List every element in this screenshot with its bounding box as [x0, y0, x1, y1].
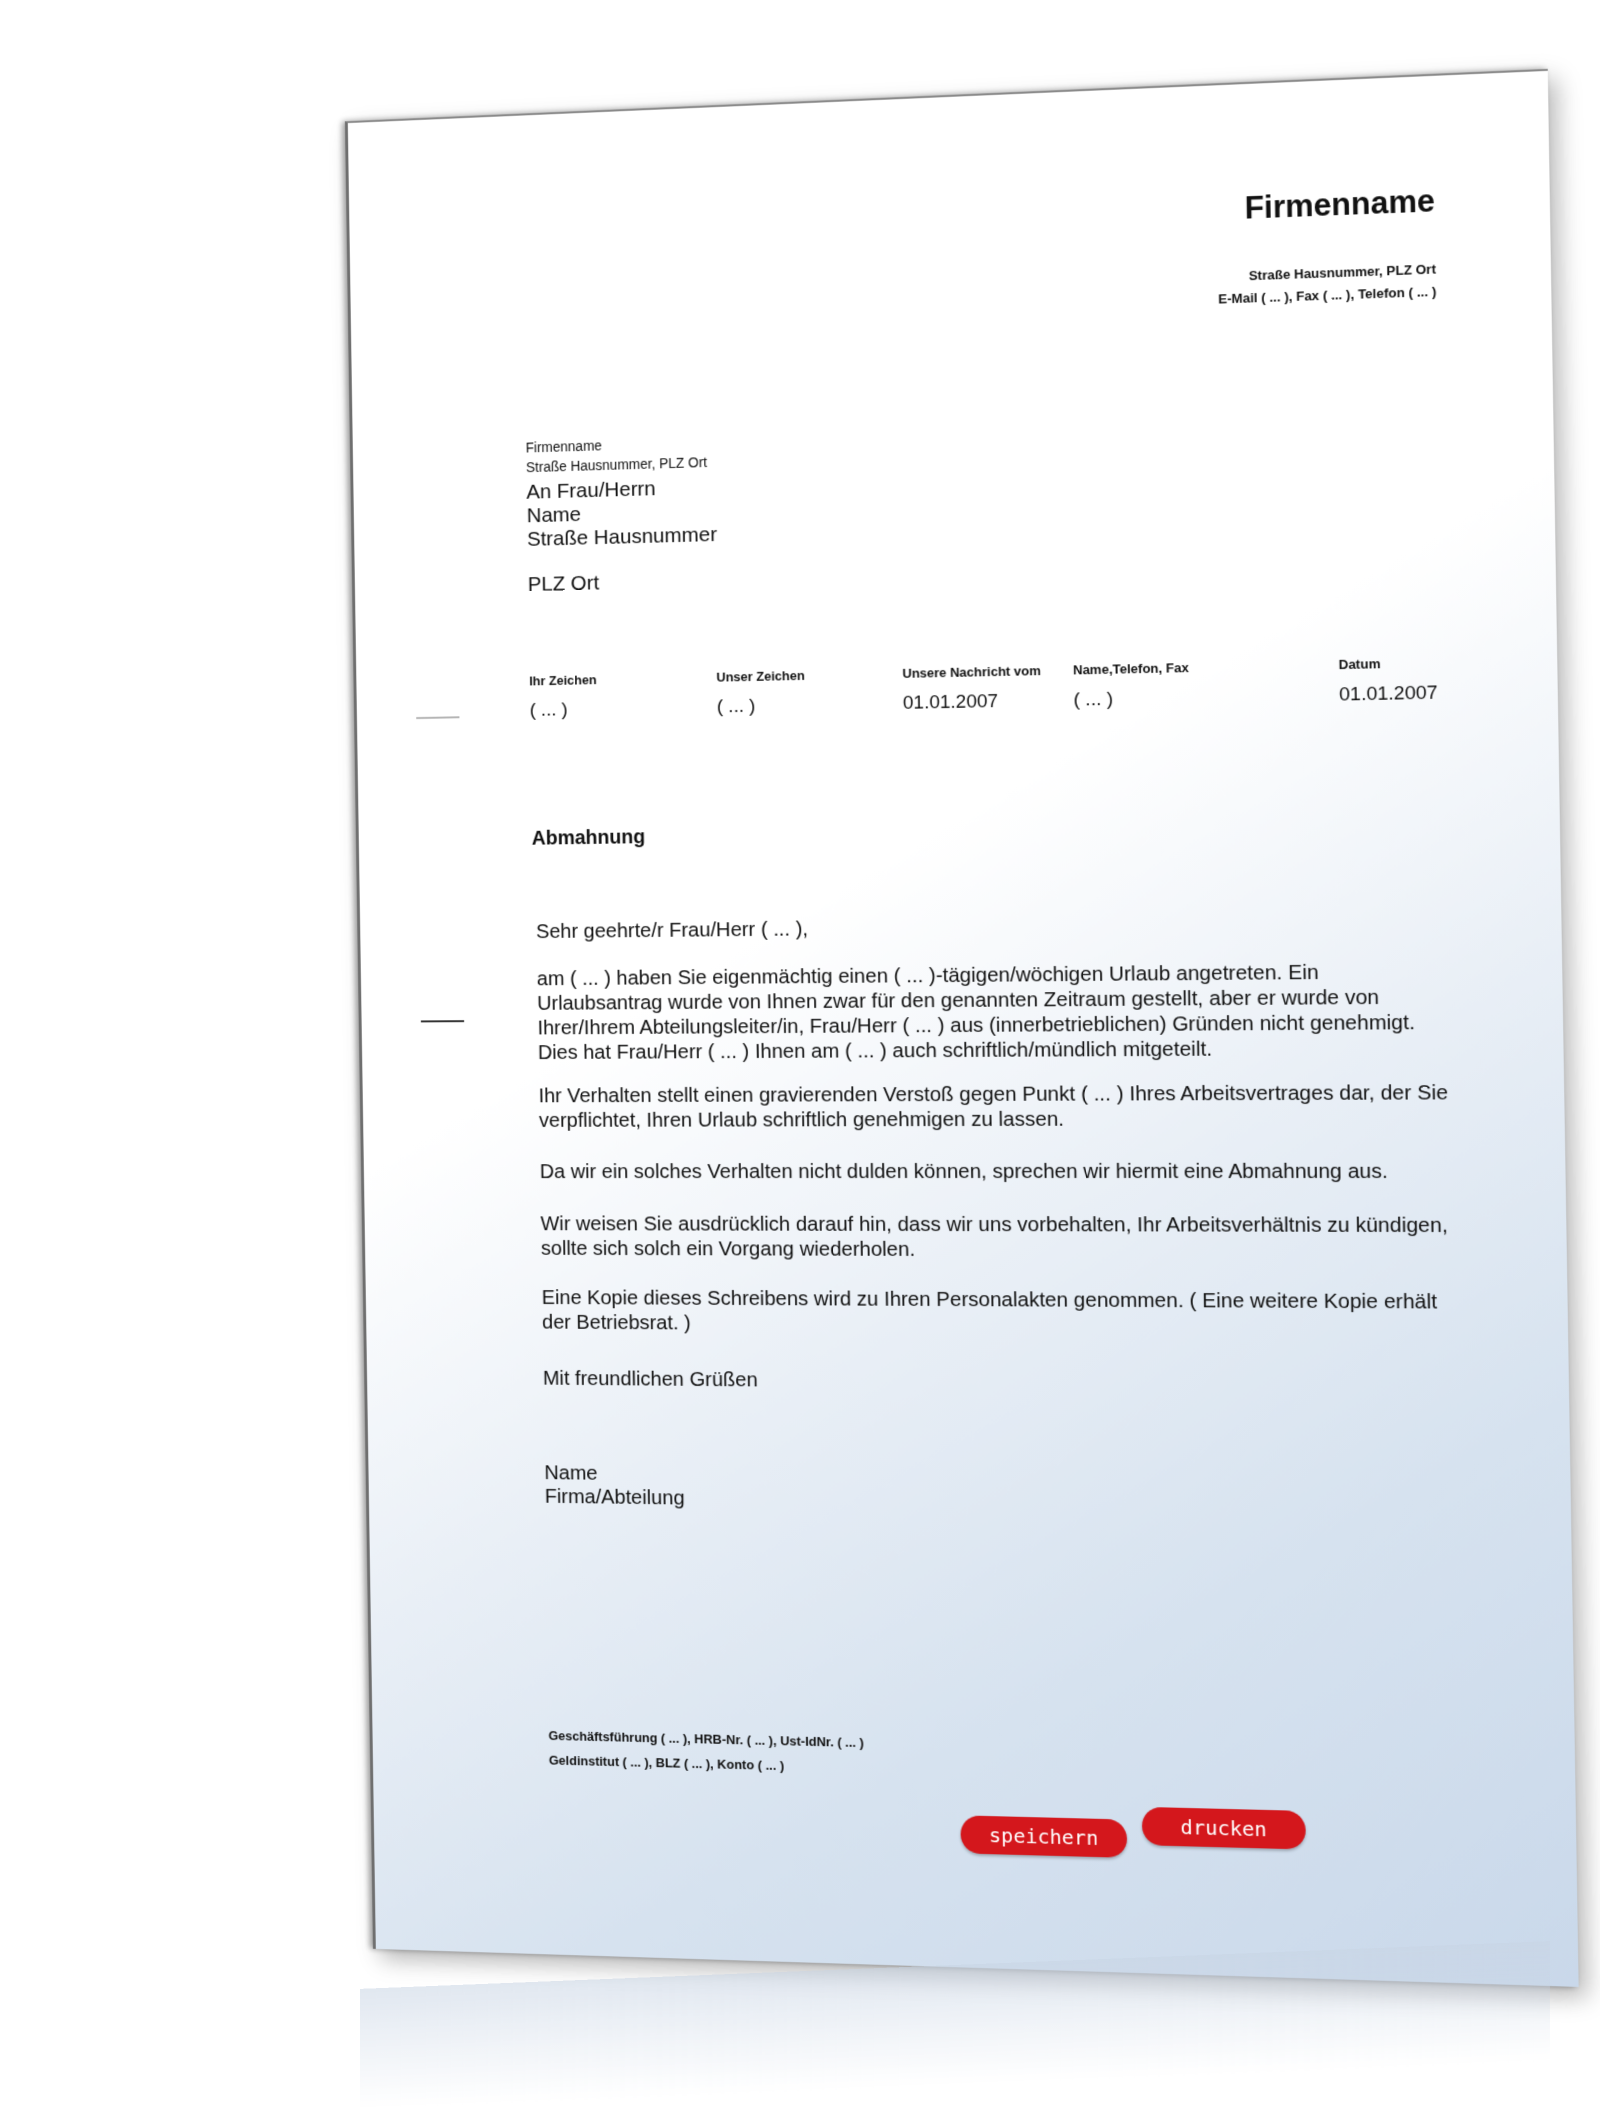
ref-value-kontakt: ( ... ) — [1073, 688, 1114, 711]
letter-paragraph: Ihr Verhalten stellt einen gravierenden Verstoß gegen Punkt ( ... ) Ihres Arbeitsvertrages dar, der Sie verpflichtet, Ihren Urlaub schriftlich genehmigen zu lassen. — [538, 1081, 1449, 1132]
recipient-salutation: An Frau/Herrn — [526, 477, 656, 504]
sender-address: Straße Hausnummer, PLZ Ort — [525, 454, 708, 476]
letter-sheet — [345, 69, 1579, 1987]
letter-paragraph: Da wir ein solches Verhalten nicht dulden können, sprechen wir hiermit eine Abmahnung aus. — [539, 1159, 1388, 1184]
letter-paragraph: Wir weisen Sie ausdrücklich darauf hin, dass wir uns vorbehalten, Ihr Arbeitsverhältnis zu kündigen, sollte sich solch ein Vorgang wiederholen. — [540, 1212, 1448, 1261]
recipient-city: PLZ Ort — [527, 571, 600, 597]
letter-paragraph: am ( ... ) haben Sie eigenmächtig einen ( ... )-tägigen/wöchigen Urlaub angetreten. Ein Urlaubsantrag wurde von Ihnen zwar für den genannten Zeitraum gestellt, aber er wurde von Ihrer/Ihrem Abteilungsleiter/in, Frau/Herr ( ... ) aus (innerbetrieblichen) Gründen nicht genehmigt. Dies hat Frau/Herr ( ... ) Ihnen am ( ... ) auch schriftlich/mündlich mitgeteilt. — [536, 960, 1416, 1064]
ref-label-ihr-zeichen: Ihr Zeichen — [529, 672, 597, 689]
ref-label-nachricht-vom: Unsere Nachricht vom — [902, 663, 1041, 681]
letter-paragraph: Eine Kopie dieses Schreibens wird zu Ihren Personalakten genommen. ( Eine weitere Kopie erhält der Betriebsrat. ) — [541, 1286, 1438, 1335]
ref-label-kontakt: Name,Telefon, Fax — [1072, 660, 1189, 678]
ref-label-unser-zeichen: Unser Zeichen — [716, 667, 805, 685]
sheet-reflection — [360, 1941, 1550, 2109]
recipient-street: Straße Hausnummer — [526, 523, 718, 551]
letterhead-contact: E-Mail ( ... ), Fax ( ... ), Telefon ( ... ) — [1218, 283, 1437, 307]
ref-value-datum: 01.01.2007 — [1338, 682, 1438, 706]
signature-name: Name — [544, 1461, 598, 1485]
recipient-name: Name — [526, 503, 582, 528]
punch-mark — [421, 1020, 464, 1022]
letter-subject: Abmahnung — [531, 826, 646, 850]
sender-company: Firmenname — [525, 437, 603, 456]
print-button[interactable]: drucken — [1142, 1807, 1306, 1850]
signature-department: Firma/Abteilung — [544, 1484, 685, 1510]
save-button[interactable]: speichern — [960, 1815, 1127, 1858]
letter-closing: Mit freundlichen Grüßen — [542, 1366, 758, 1392]
ref-value-ihr-zeichen: ( ... ) — [529, 699, 568, 721]
letterhead-address: Straße Hausnummer, PLZ Ort — [1248, 261, 1437, 284]
fold-mark — [416, 716, 459, 719]
footer-bank: Geldinstitut ( ... ), BLZ ( ... ), Konto ( ... ) — [548, 1752, 785, 1774]
ref-value-nachricht-vom: 01.01.2007 — [902, 691, 999, 714]
letter-salutation: Sehr geehrte/r Frau/Herr ( ... ), — [535, 917, 809, 943]
letterhead-company: Firmenname — [1244, 182, 1436, 226]
footer-legal: Geschäftsführung ( ... ), HRB-Nr. ( ... ), Ust-IdNr. ( ... ) — [548, 1728, 864, 1751]
ref-value-unser-zeichen: ( ... ) — [716, 695, 756, 718]
ref-label-datum: Datum — [1338, 656, 1381, 673]
